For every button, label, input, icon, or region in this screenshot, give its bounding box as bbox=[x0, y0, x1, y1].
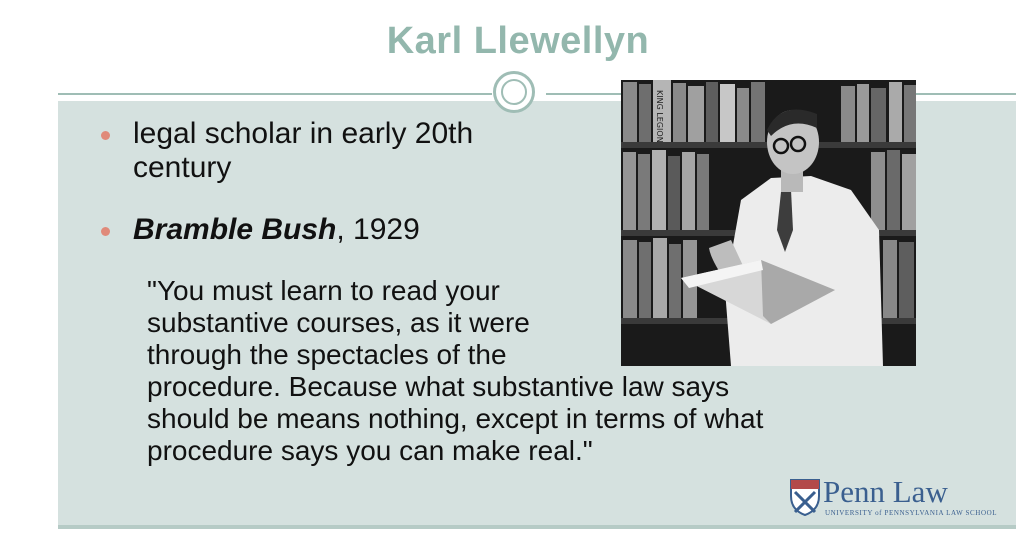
ring-ornament-icon bbox=[493, 71, 535, 113]
penn-law-logo bbox=[789, 474, 998, 522]
book-spine-text: KING LEGION bbox=[655, 90, 664, 143]
bullet-text-line: legal scholar in early 20th bbox=[133, 117, 474, 150]
slide-title: Karl Llewellyn bbox=[386, 20, 650, 62]
bullet-item-scholar bbox=[133, 117, 473, 185]
panel-bottom-rule bbox=[58, 525, 1016, 529]
book-year: , 1929 bbox=[336, 213, 420, 246]
portrait-photo bbox=[621, 80, 916, 366]
logo-subtitle: UNIVERSITY of PENNSYLVANIA LAW SCHOOL bbox=[825, 509, 998, 517]
logo-name: Penn Law bbox=[823, 474, 948, 509]
book-title: Bramble Bush bbox=[133, 213, 337, 246]
bullet-dot bbox=[101, 131, 110, 140]
title-rule-left bbox=[58, 93, 492, 95]
bullet-item-bramble-bush bbox=[133, 213, 420, 247]
shield-icon bbox=[789, 478, 821, 516]
bullet-dot bbox=[101, 227, 110, 236]
quote-text: "You must learn to read your substantive courses, as it were through the spectacles of the procedure. Because what substantive law says should be means nothing, except in terms of what procedure says you can make real." bbox=[147, 275, 764, 466]
bullet-text-line: century bbox=[133, 151, 232, 184]
